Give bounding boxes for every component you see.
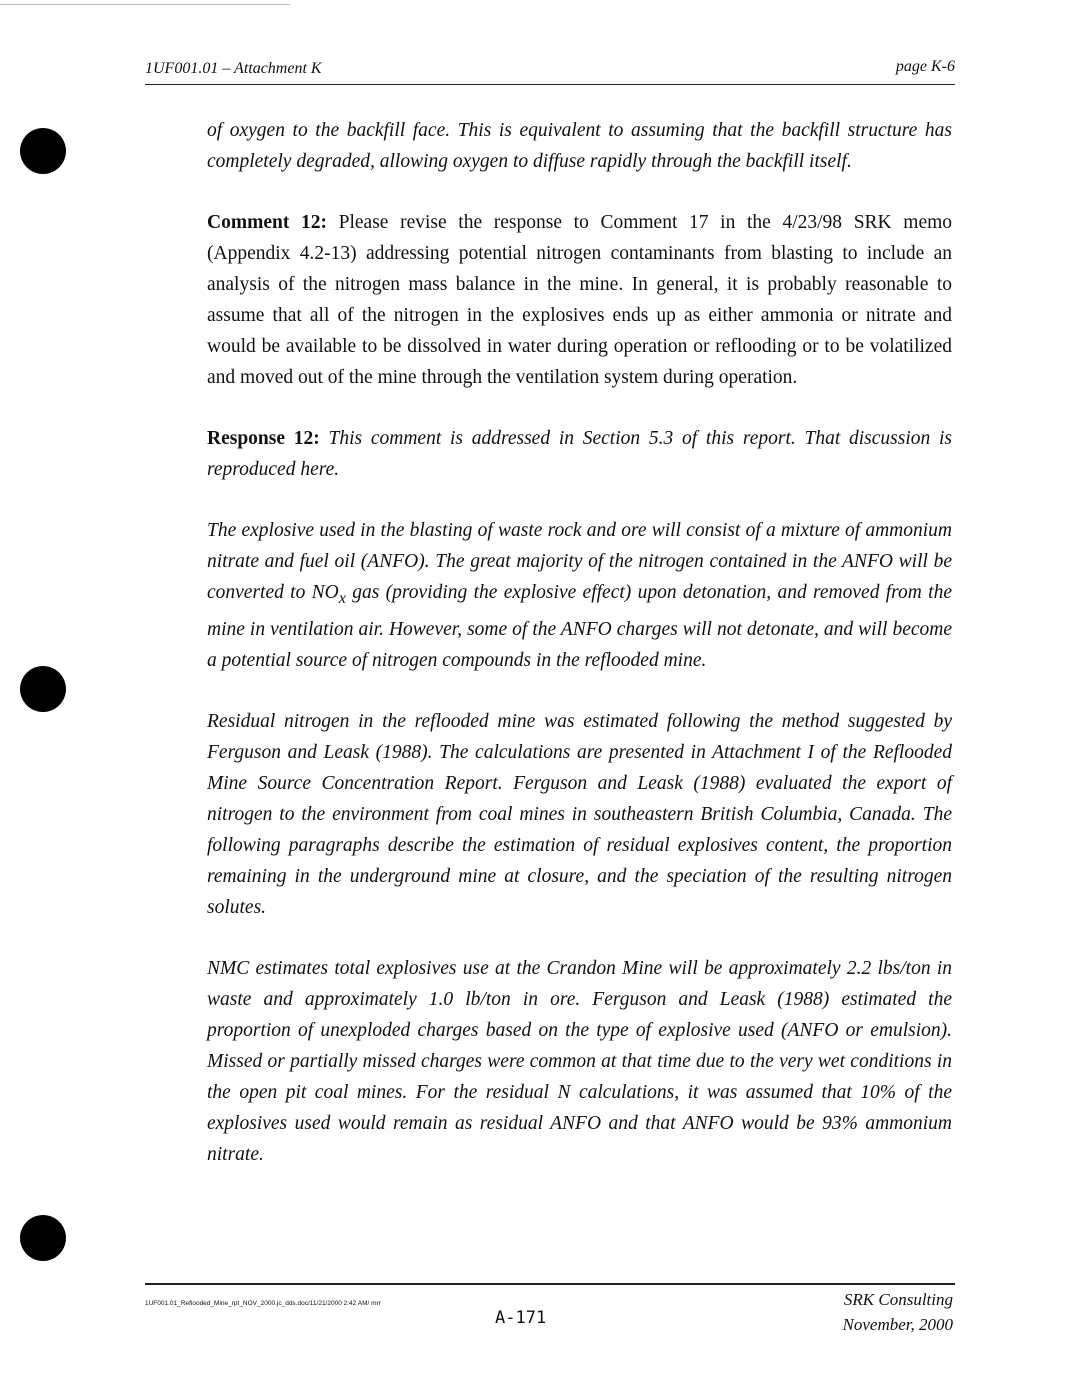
binder-hole-bottom [20, 1215, 66, 1261]
response-12-text: This comment is addressed in Section 5.3 of this report. That discussion is reproduced here. [207, 428, 952, 480]
response-12-label: Response 12: [207, 428, 320, 449]
paragraph-explosive-anfo-part2: gas (providing the explosive effect) upon detonation, and removed from the mine in ventilation air. However, some of the ANFO charges will not detonate, and will become a potential source of nitrogen compounds in the reflooded mine. [207, 582, 952, 671]
comment-12-text: Please revise the response to Comment 17 in the 4/23/98 SRK memo (Appendix 4.2-13) addressing potential nitrogen contaminants from blasting to include an analysis of the nitrogen mass balance in the mine. In general, it is probably reasonable to assume that all of the nitrogen in the explosives ends up as either ammonia or nitrate and would be available to be dissolved in water during operation or reflooding or to be volatilized and moved out of the mine through the ventilation system during operation. [207, 212, 953, 388]
footer-folio-number: A-171 [495, 1308, 547, 1328]
footer-company-name: SRK Consulting [843, 1290, 953, 1309]
paragraph-explosive-anfo-part1: The explosive used in the blasting of waste rock and ore will consist of a mixture of ammonium nitrate and fuel oil (ANFO). The great majority of the nitrogen contained in the ANFO will be converted to NO [207, 520, 952, 603]
footer-rule [145, 1283, 955, 1285]
binder-hole-top [20, 128, 66, 174]
comment-12 [207, 207, 952, 393]
paragraph-residual-nitrogen: Residual nitrogen in the reflooded mine was estimated following the method suggested by Ferguson and Leask (1988). The calculations are presented in Attachment I of the Reflooded Mine Source Concentration Report. Ferguson and Leask (1988) evaluated the export of nitrogen to the environment from coal mines in southeastern British Columbia, Canada. The following paragraphs describe the estimation of residual explosives content, the proportion remaining in the underground mine at closure, and the speciation of the resulting nitrogen solutes. [207, 710, 952, 918]
body-text [207, 115, 952, 1200]
binder-hole-middle [20, 666, 66, 712]
nox-subscript: x [338, 588, 346, 607]
header-document-id: 1UF001.01 – Attachment K [145, 60, 322, 77]
footer-filename: 1UF001.01_Reflooded_Mine_rpt_NOV_2000.jc_dds.doc/11/21/2000 2:42 AM/ mrr [145, 1300, 381, 1307]
footer-company-block [843, 1287, 953, 1337]
paragraph-backfill-continuation: of oxygen to the backfill face. This is equivalent to assuming that the backfill structure has completely degraded, allowing oxygen to diffuse rapidly through the backfill itself. [207, 120, 952, 172]
paragraph-explosive-anfo [207, 515, 952, 676]
header-page-number: page K-6 [895, 58, 955, 75]
page-header [145, 58, 955, 85]
paragraph-explosives-use: NMC estimates total explosives use at the Crandon Mine will be approximately 2.2 lbs/ton in waste and approximately 1.0 lb/ton in ore. Ferguson and Leask (1988) estimated the proportion of unexploded charges based on the type of explosive used (ANFO or emulsion). Missed or partially missed charges were common at that time due to the very wet conditions in the open pit coal mines. For the residual N calculations, it was assumed that 10% of the explosives used would remain as residual ANFO and that ANFO would be 93% ammonium nitrate. [207, 957, 952, 1165]
footer-date: November, 2000 [842, 1315, 953, 1334]
response-12 [207, 423, 952, 485]
comment-12-label: Comment 12: [207, 212, 327, 233]
scan-edge-line [0, 4, 290, 5]
